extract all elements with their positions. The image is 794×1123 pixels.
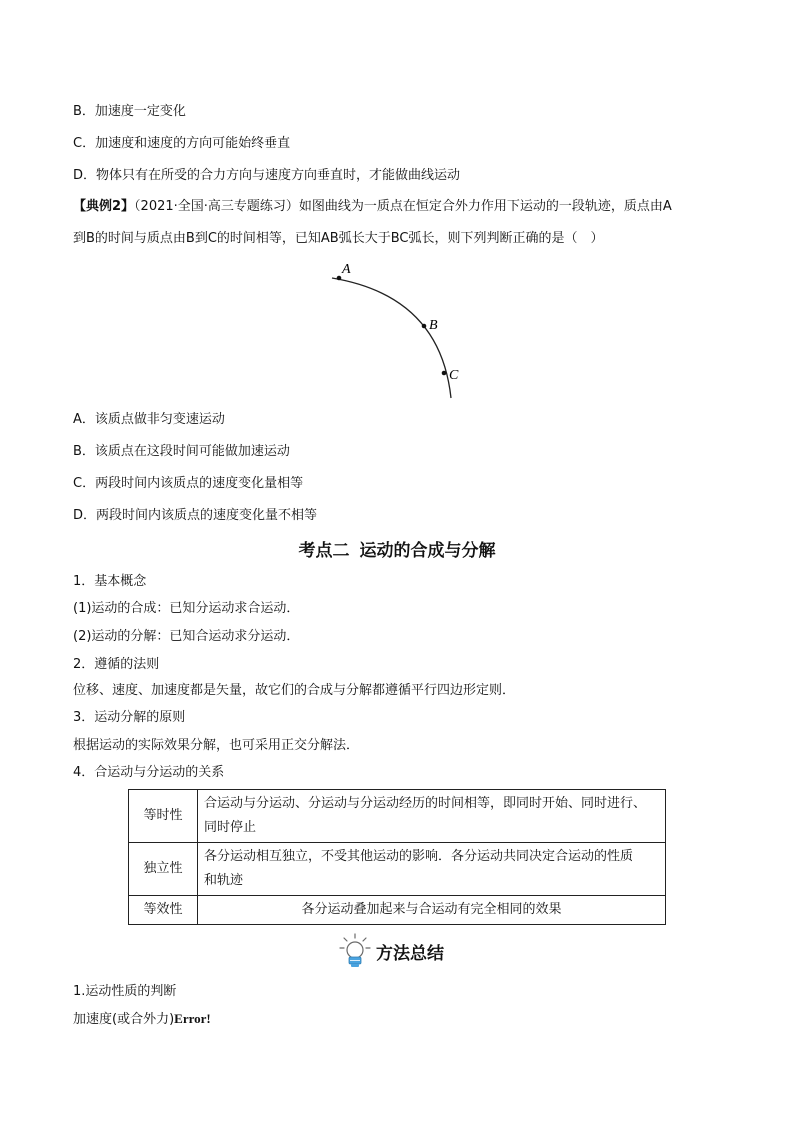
- error-text: Error!: [174, 1011, 211, 1026]
- label-b: B: [429, 318, 438, 333]
- section-line: 2．遵循的法则: [73, 657, 160, 672]
- section-title-right: 运动的合成与分解: [359, 541, 496, 561]
- example-source: （2021·全国·高三专题练习）: [134, 199, 299, 214]
- table-value-line: 合运动与分运动、分运动与分运动经历的时间相等，即同时开始、同时进行、: [204, 796, 647, 811]
- table-value: [198, 790, 666, 843]
- table-value-line: 同时停止: [204, 820, 257, 835]
- label-c: C: [449, 368, 459, 383]
- table-value: 各分运动叠加起来与合运动有完全相同的效果: [198, 896, 666, 925]
- example2-line2: 到B的时间与质点由B到C的时间相等，已知AB弧长大于BC弧长，则下列判断正确的是（ ）: [73, 231, 604, 246]
- example2-line1: [73, 197, 672, 217]
- example2-option-d: D．两段时间内该质点的速度变化量不相等: [73, 508, 318, 523]
- acceleration-text: 加速度(或合外力): [73, 1012, 175, 1027]
- section-line: 位移、速度、加速度都是矢量，故它们的合成与分解都遵循平行四边形定则．: [73, 683, 516, 698]
- table-key: 等效性: [129, 896, 198, 925]
- method-summary-heading: [338, 933, 444, 969]
- table-row: [129, 843, 666, 896]
- section-line: 3．运动分解的原则: [73, 710, 186, 725]
- lightbulb-icon: [338, 933, 372, 969]
- table-value-line: 和轨迹: [204, 873, 244, 888]
- example-tag: 【典例2】: [73, 199, 135, 214]
- section-line: 根据运动的实际效果分解，也可采用正交分解法．: [73, 738, 360, 753]
- section-line: (1)运动的合成：已知分运动求合运动．: [73, 601, 300, 616]
- example2-option-a: A．该质点做非匀变速运动: [73, 412, 225, 427]
- option-d: D．物体只有在所受的合力方向与速度方向垂直时，才能做曲线运动: [73, 168, 461, 183]
- trajectory-arc: [332, 278, 451, 398]
- label-a: A: [342, 262, 351, 277]
- table-value-line: 各分运动相互独立，不受其他运动的影响．各分运动共同决定合运动的性质: [204, 849, 634, 864]
- point-b: [422, 324, 427, 329]
- example2-option-c: C．两段时间内该质点的速度变化量相等: [73, 476, 304, 491]
- section-line: 1．基本概念: [73, 574, 147, 589]
- point-c: [442, 371, 447, 376]
- point-a: [337, 276, 342, 281]
- option-c: C．加速度和速度的方向可能始终垂直: [73, 136, 291, 151]
- table-key: 等时性: [129, 790, 198, 843]
- example-text: 如图曲线为一质点在恒定合外力作用下运动的一段轨迹，质点由A: [298, 199, 672, 214]
- option-b: B．加速度一定变化: [73, 104, 186, 119]
- table-row: [129, 790, 666, 843]
- table-key: 独立性: [129, 843, 198, 896]
- example2-option-b: B．该质点在这段时间可能做加速运动: [73, 444, 290, 459]
- section-line: (2)运动的分解：已知合运动求分运动．: [73, 629, 300, 644]
- acceleration-line: [73, 1009, 211, 1030]
- relation-table: [128, 789, 666, 925]
- section-title-left: 考点二: [298, 541, 350, 561]
- table-row: [129, 896, 666, 925]
- judgement-heading: 1.运动性质的判断: [73, 984, 177, 999]
- method-summary-label: 方法总结: [376, 943, 444, 964]
- trajectory-figure: [320, 258, 480, 400]
- table-value: [198, 843, 666, 896]
- section-title: [0, 539, 794, 563]
- section-line: 4．合运动与分运动的关系: [73, 765, 225, 780]
